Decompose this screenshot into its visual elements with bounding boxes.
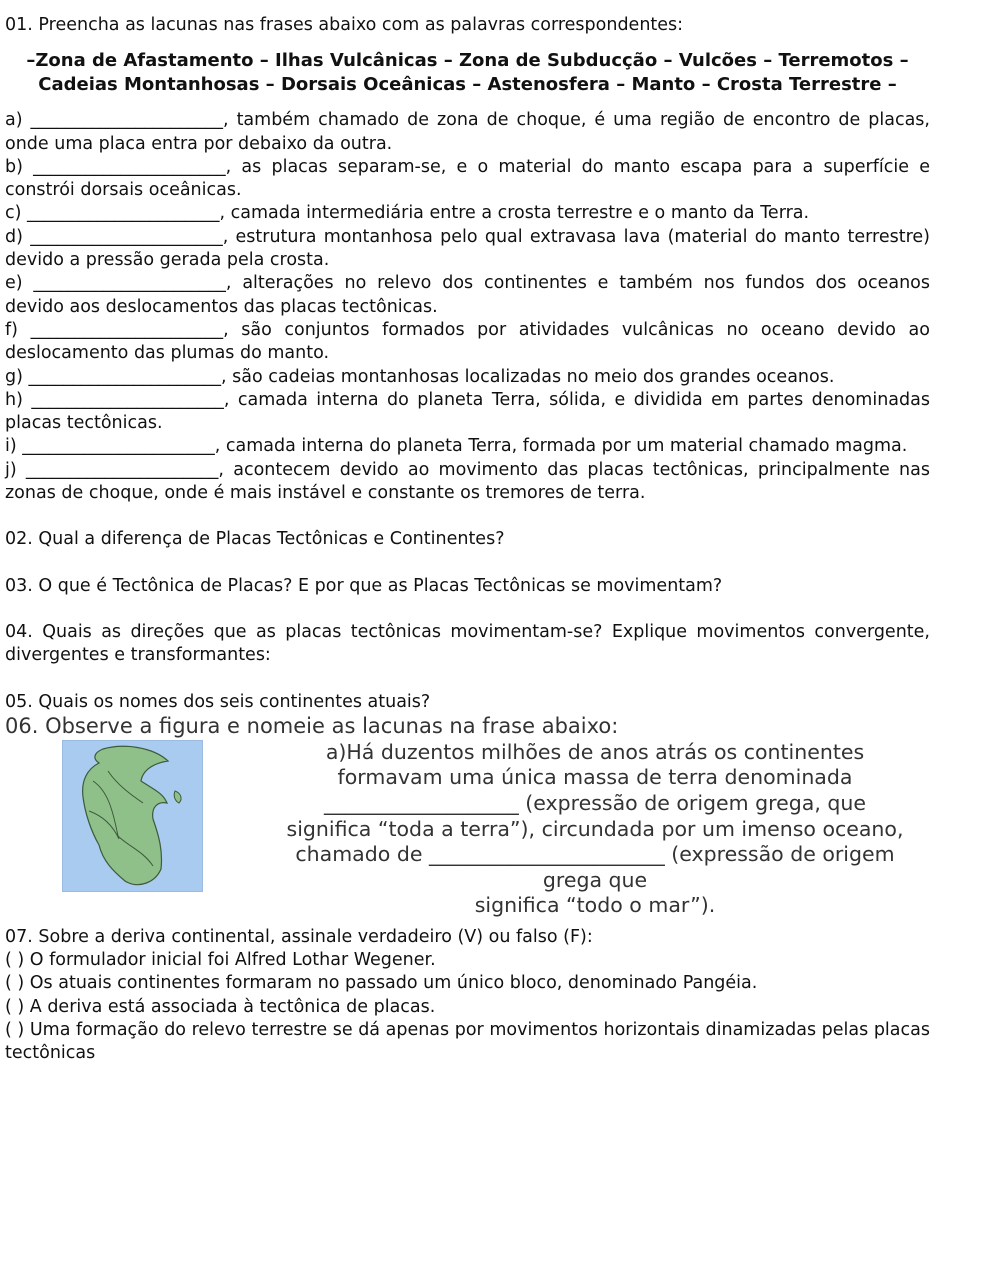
fill-item: j) ______________________, acontecem devido ao movimento das placas tectônicas, principalmente nas zonas de choque, onde é mais instável e constante os tremores de terra. bbox=[5, 459, 930, 504]
true-false-item: ( ) A deriva está associada à tectônica de placas. bbox=[5, 996, 436, 1017]
q06-line: ___________________ (expressão de origem grega, que bbox=[324, 791, 866, 816]
word-bank: –Zona de Afastamento – Ilhas Vulcânicas – Zona de Subducção – Vulcões – Terremotos – Cadeias Montanhosas – Dorsais Oceânicas – Astenosfera – Manto – Crosta Terrestre – bbox=[26, 50, 909, 96]
q05: 05. Quais os nomes dos seis continentes atuais? bbox=[5, 691, 431, 712]
fill-item: g) ______________________, são cadeias montanhosas localizadas no meio dos grandes oceanos. bbox=[5, 366, 835, 387]
q06-title: 06. Observe a figura e nomeie as lacunas na frase abaixo: bbox=[5, 713, 619, 738]
q01-title: 01. Preencha as lacunas nas frases abaixo com as palavras correspondentes: bbox=[5, 15, 684, 35]
fill-item: i) ______________________, camada interna do planeta Terra, formada por um material chamado magma. bbox=[5, 436, 908, 457]
q06-line: chamado de _______________________ (expressão de origem bbox=[295, 842, 895, 867]
fill-item: h) ______________________, camada interna do planeta Terra, sólida, e dividida em partes denominadas placas tectônicas. bbox=[5, 389, 930, 434]
q06-line: a)Há duzentos milhões de anos atrás os continentes bbox=[325, 739, 865, 764]
q06-line: significa “todo o mar”). bbox=[474, 893, 716, 918]
q04: 04. Quais as direções que as placas tectônicas movimentam-se? Explique movimentos convergente, divergentes e transformantes: bbox=[5, 621, 930, 666]
fill-item: a) ______________________, também chamado de zona de choque, é uma região de encontro de placas, onde uma placa entra por debaixo da outra. bbox=[5, 110, 930, 154]
fill-item: b) ______________________, as placas separam-se, e o material do manto escapa para a superfície e constrói dorsais oceânicas. bbox=[5, 156, 930, 201]
true-false-item: ( ) Os atuais continentes formaram no passado um único bloco, denominado Pangéia. bbox=[5, 973, 758, 994]
q02: 02. Qual a diferença de Placas Tectônicas e Continentes? bbox=[5, 529, 505, 550]
fill-item: d) ______________________, estrutura montanhosa pelo qual extravasa lava (material do manto terrestre) devido a pressão gerada pela crosta. bbox=[5, 226, 930, 271]
q06-line: significa “toda a terra”), circundada por um imenso oceano, bbox=[286, 816, 904, 841]
fill-item: f) ______________________, são conjuntos formados por atividades vulcânicas no oceano devido ao deslocamento das plumas do manto. bbox=[5, 319, 930, 364]
fill-item: e) ______________________, alterações no relevo dos continentes e também nos fundos dos oceanos devido aos deslocamentos das placas tectônicas. bbox=[5, 273, 930, 317]
true-false-item: ( ) Uma formação do relevo terrestre se dá apenas por movimentos horizontais dinamizadas pelas placas tectônicas bbox=[5, 1020, 930, 1064]
true-false-item: ( ) O formulador inicial foi Alfred Lothar Wegener. bbox=[5, 950, 436, 971]
q06 bbox=[5, 713, 930, 918]
q06-line: grega que bbox=[542, 867, 648, 892]
q06-line: formavam uma única massa de terra denominada bbox=[337, 765, 853, 790]
q07-title: 07. Sobre a deriva continental, assinale verdadeiro (V) ou falso (F): bbox=[5, 926, 593, 947]
q03: 03. O que é Tectônica de Placas? E por que as Placas Tectônicas se movimentam? bbox=[5, 575, 723, 596]
q06-sentence bbox=[265, 740, 925, 919]
fill-item: c) ______________________, camada intermediária entre a crosta terrestre e o manto da Terra. bbox=[5, 203, 810, 224]
q01-items bbox=[5, 109, 930, 505]
pangaea-map-image bbox=[62, 740, 203, 892]
